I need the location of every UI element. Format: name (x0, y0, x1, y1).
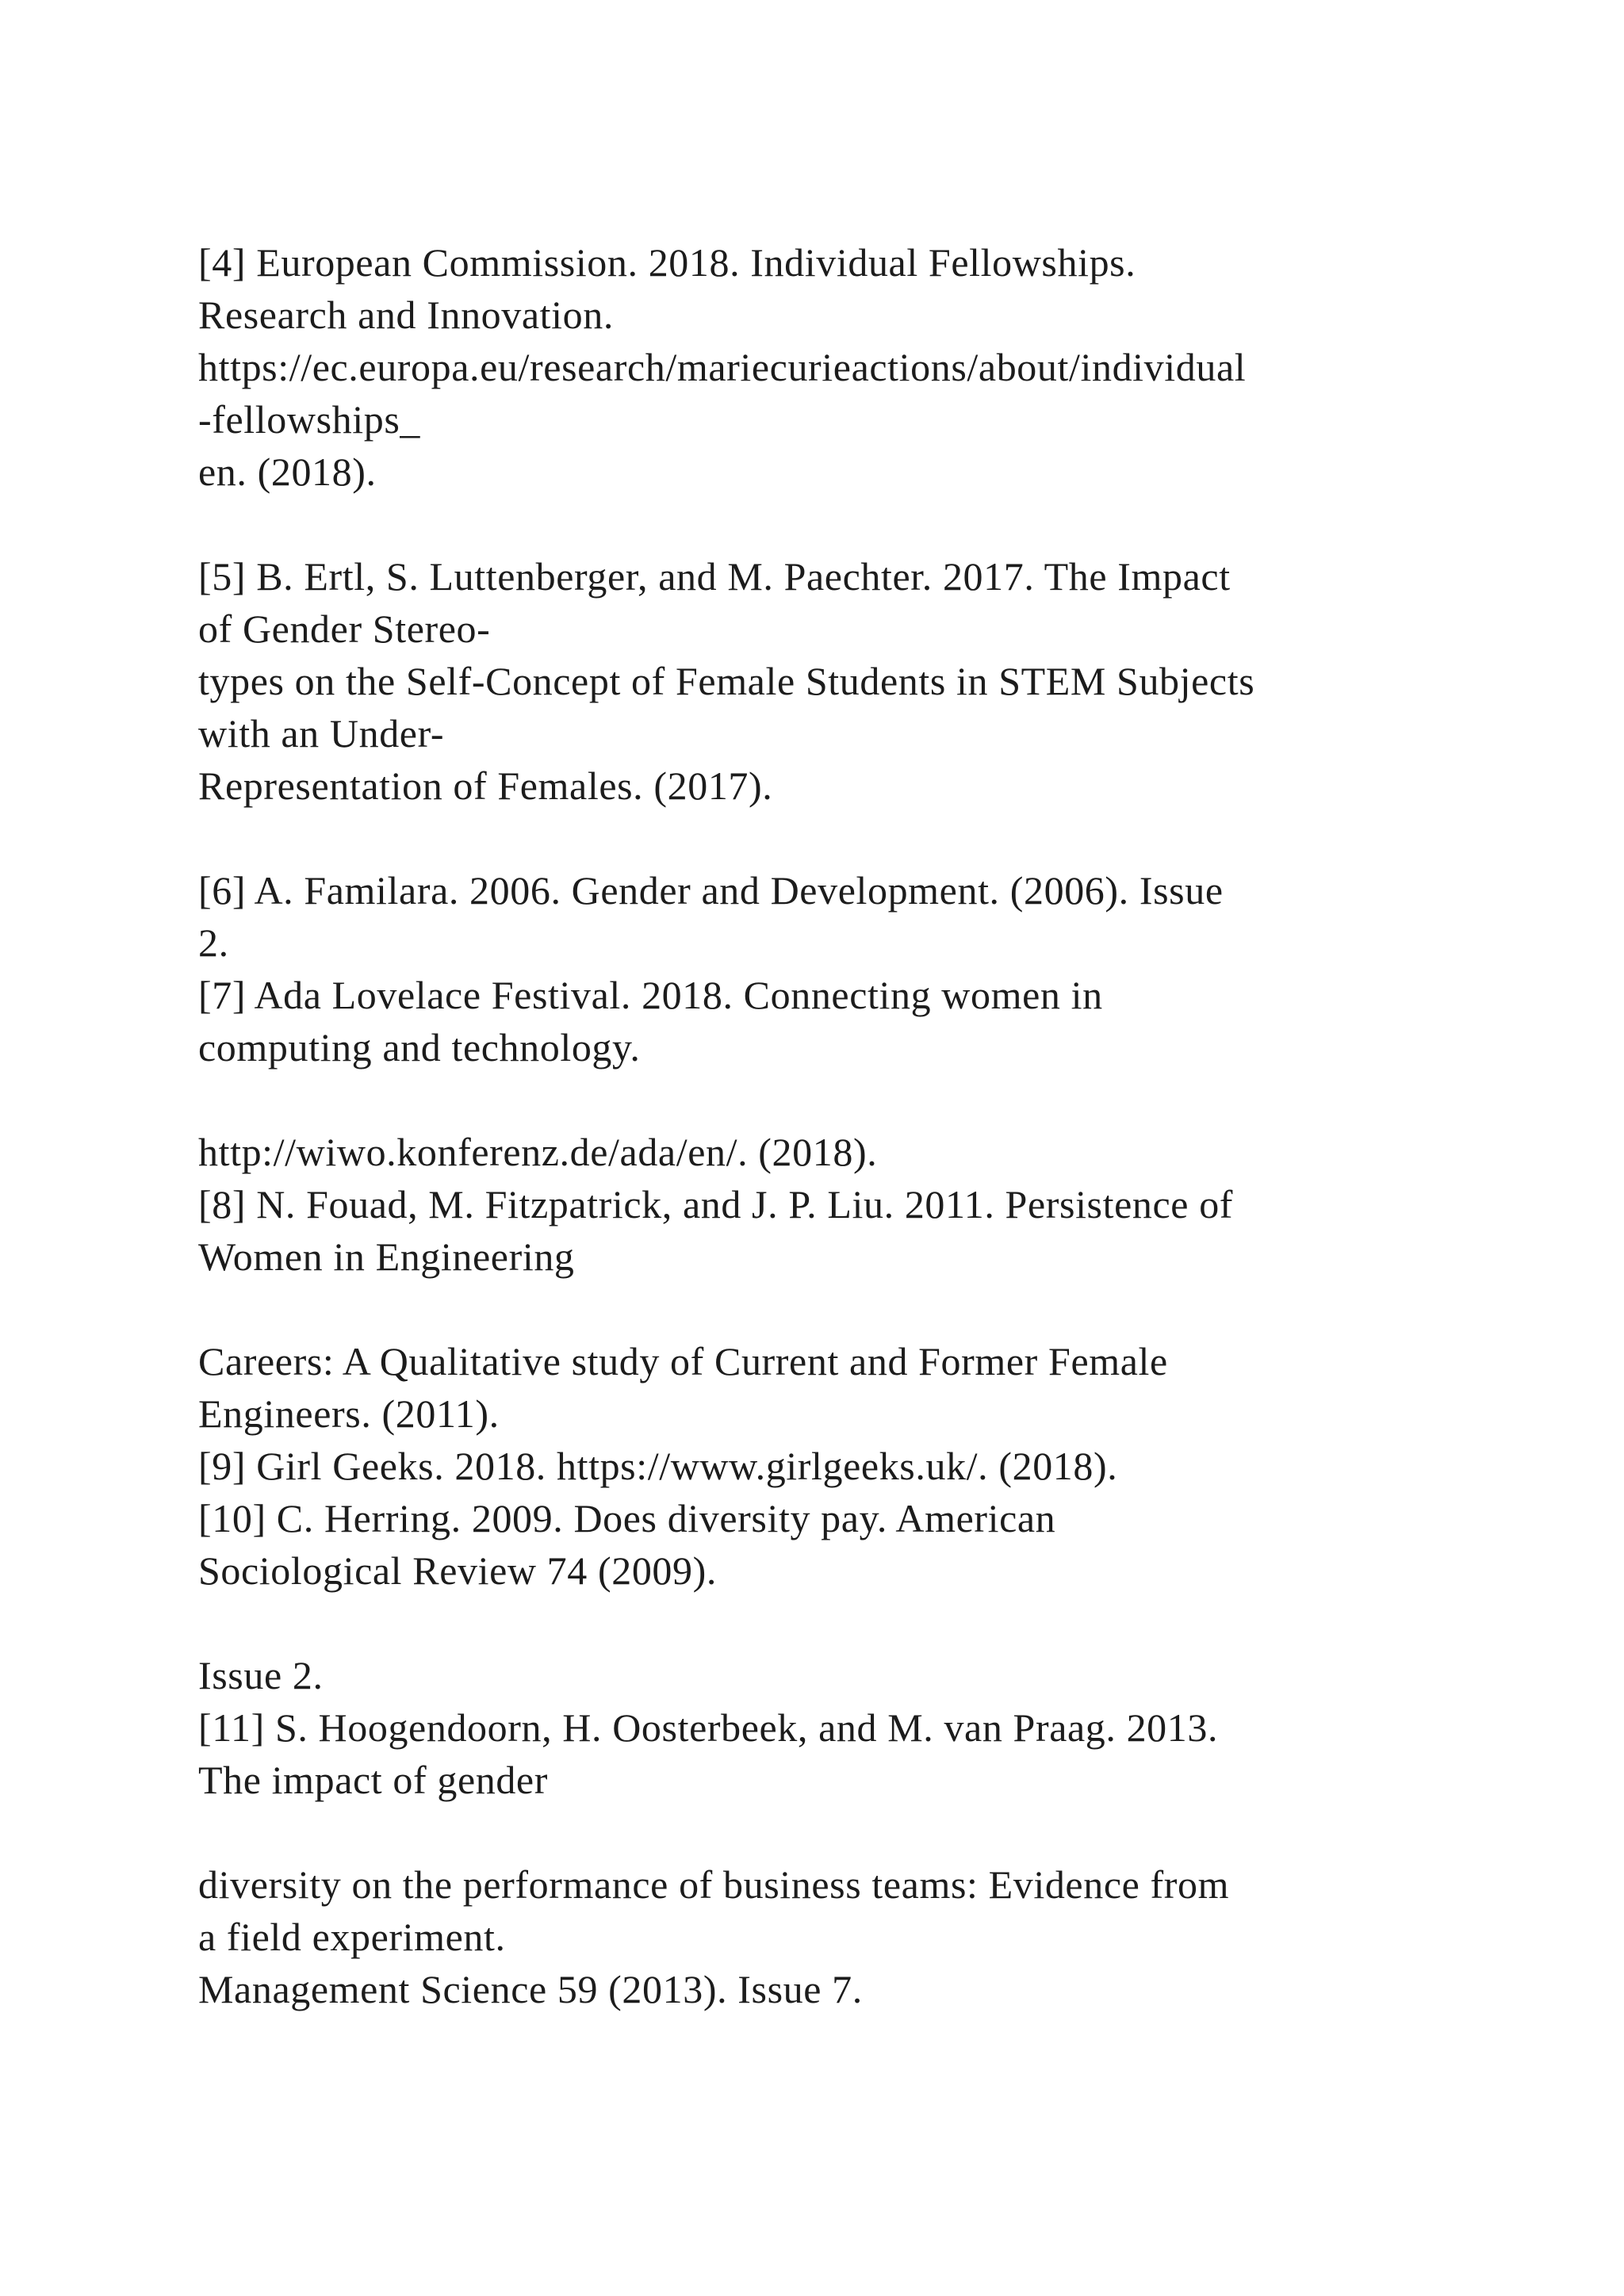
reference-line: Issue 2. (198, 1653, 324, 1697)
reference-line: [7] Ada Lovelace Festival. 2018. Connecting women in (198, 973, 1103, 1017)
reference-block-7-8 (198, 1126, 1507, 1283)
paragraph-gap (198, 1597, 1507, 1649)
paragraph-gap (198, 1806, 1507, 1858)
reference-line: Representation of Females. (2017). (198, 763, 773, 808)
reference-line: Women in Engineering (198, 1234, 575, 1279)
reference-line: Sociological Review 74 (2009). (198, 1548, 717, 1593)
reference-url-line: http://wiwo.konferenz.de/ada/en/. (2018). (198, 1130, 878, 1174)
paragraph-gap (198, 1073, 1507, 1126)
reference-line: of Gender Stereo- (198, 607, 491, 651)
reference-line: with an Under- (198, 711, 445, 756)
reference-list (198, 236, 1507, 2015)
reference-line: a field experiment. (198, 1915, 506, 1959)
reference-line: Engineers. (2011). (198, 1391, 500, 1436)
reference-line: Management Science 59 (2013). Issue 7. (198, 1967, 863, 2011)
reference-line: The impact of gender (198, 1758, 548, 1802)
reference-line: Careers: A Qualitative study of Current and Former Female (198, 1339, 1168, 1383)
reference-url-line: https://ec.europa.eu/research/mariecurieactions/about/individual (198, 345, 1247, 389)
reference-line: [10] C. Herring. 2009. Does diversity pay. American (198, 1496, 1056, 1540)
reference-block-11-continued (198, 1858, 1507, 2015)
reference-line: -fellowships_ (198, 397, 420, 442)
reference-line: 2. (198, 920, 229, 965)
paragraph-gap (198, 498, 1507, 550)
reference-line: en. (2018). (198, 450, 377, 494)
reference-block-10-11 (198, 1649, 1507, 1806)
reference-line: [9] Girl Geeks. 2018. https://www.girlgeeks.uk/. (2018). (198, 1444, 1118, 1488)
reference-block-6-7 (198, 864, 1507, 1073)
reference-line: [6] A. Familara. 2006. Gender and Development. (2006). Issue (198, 868, 1224, 913)
reference-block-4 (198, 236, 1507, 498)
reference-line: [11] S. Hoogendoorn, H. Oosterbeek, and M. van Praag. 2013. (198, 1705, 1219, 1750)
reference-line: computing and technology. (198, 1025, 641, 1070)
reference-block-5 (198, 550, 1507, 812)
reference-line: types on the Self-Concept of Female Students in STEM Subjects (198, 659, 1255, 703)
reference-block-8-10 (198, 1335, 1507, 1597)
paragraph-gap (198, 1283, 1507, 1335)
reference-line: [5] B. Ertl, S. Luttenberger, and M. Paechter. 2017. The Impact (198, 554, 1231, 599)
paragraph-gap (198, 812, 1507, 864)
reference-line: [8] N. Fouad, M. Fitzpatrick, and J. P. Liu. 2011. Persistence of (198, 1182, 1234, 1226)
reference-line: diversity on the performance of business teams: Evidence from (198, 1862, 1230, 1907)
reference-line: Research and Innovation. (198, 293, 614, 337)
reference-line: [4] European Commission. 2018. Individual Fellowships. (198, 240, 1136, 285)
